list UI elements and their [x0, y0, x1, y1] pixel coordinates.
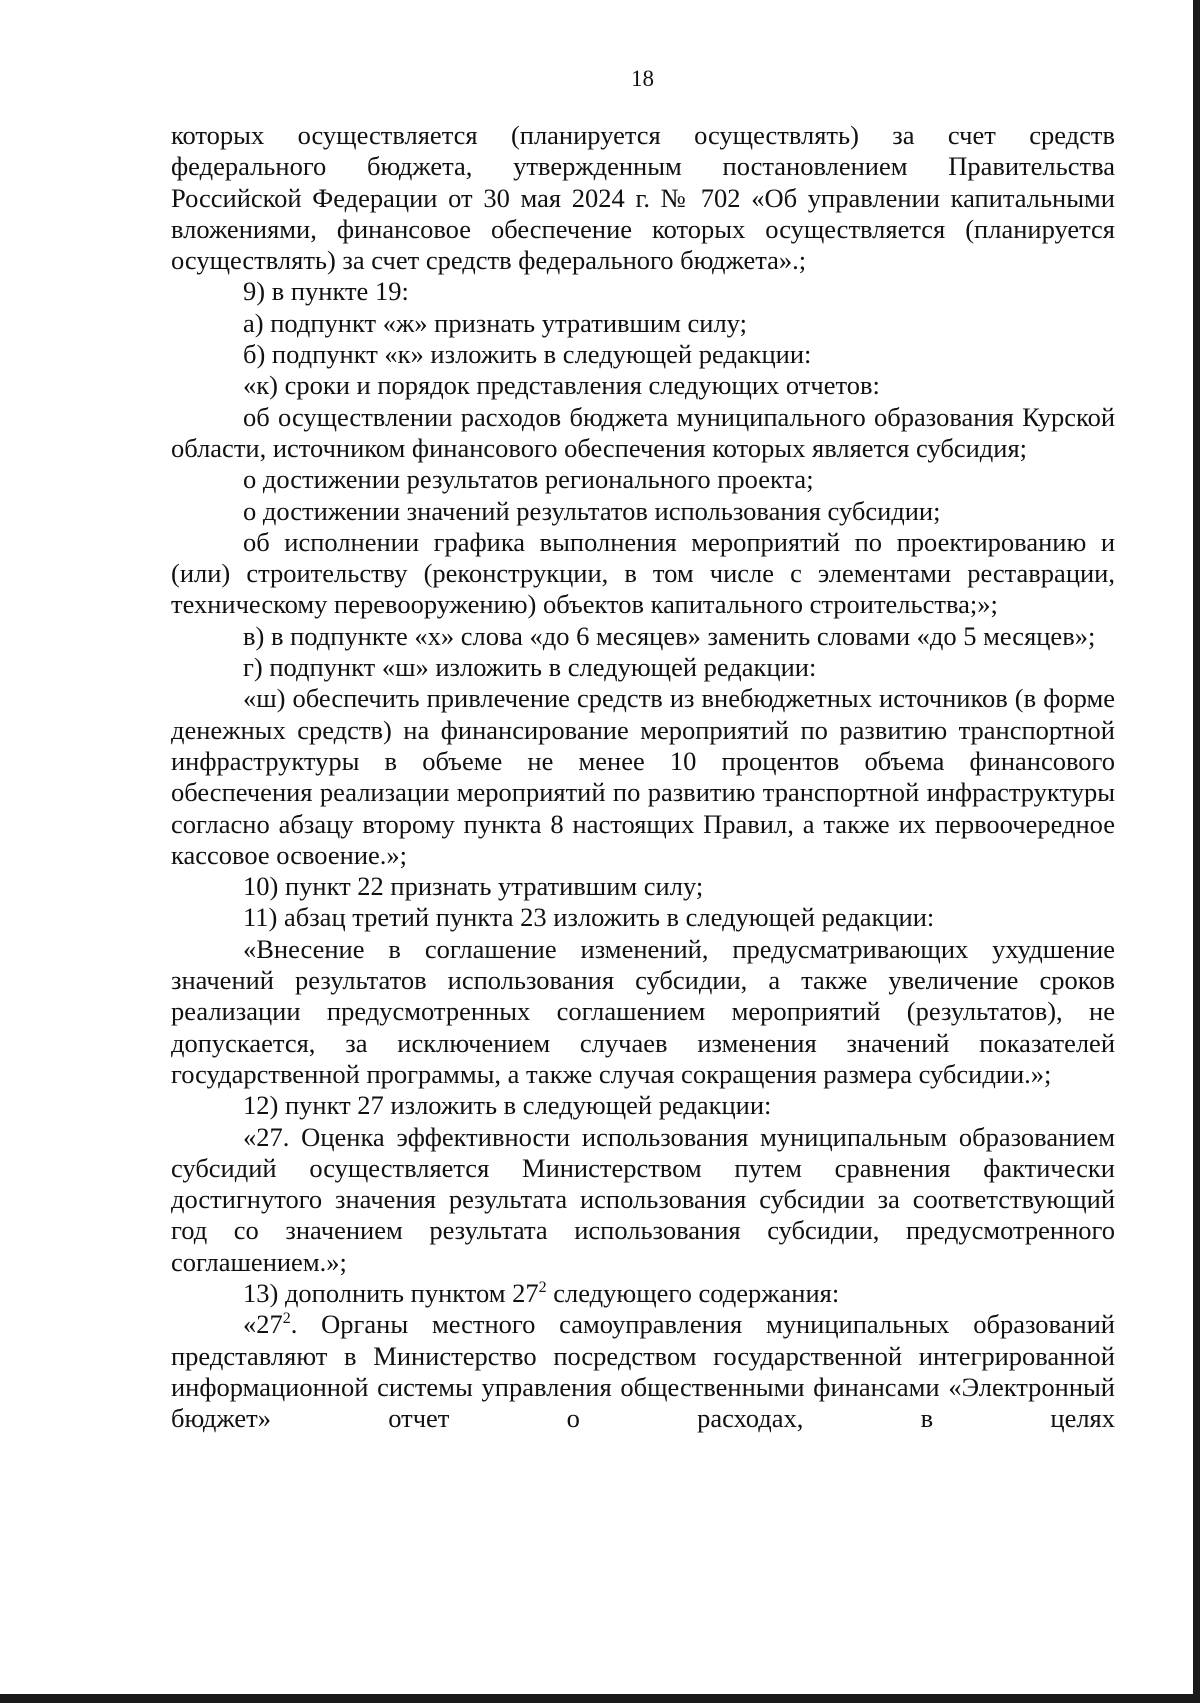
paragraph-subitem-k: «к) сроки и порядок представления следующих отчетов: — [243, 370, 880, 401]
page-number: 18 — [631, 66, 654, 91]
paragraph-report-subsidy-results: о достижении значений результатов использования субсидии; — [243, 495, 941, 526]
paragraph-item-13-text-end: следующего содержания: — [546, 1277, 840, 1308]
paragraph-item-11: 11) абзац третий пункта 23 изложить в следующей редакции: — [243, 902, 935, 933]
paragraph-item-13 — [171, 1278, 1115, 1309]
paragraph-report-expenses: об осуществлении расходов бюджета муниципального образования Курской области, источником финансового обеспечения которых является субсидия; — [171, 401, 1115, 463]
paragraph-item-9a: а) подпункт «ж» признать утратившим силу; — [243, 307, 747, 338]
paragraph-item-9g: г) подпункт «ш» изложить в следующей редакции: — [243, 652, 817, 683]
paragraph-point-27-2-start: «27 — [243, 1309, 283, 1340]
paragraph-report-regional-project: о достижении результатов регионального проекта; — [243, 464, 814, 495]
paragraph-point-27-2 — [171, 1309, 1115, 1434]
paragraph-continuation: которых осуществляется (планируется осуществлять) за счет средств федерального бюджета, утвержденным постановлением Правительства Российской Федерации от 30 мая 2024 г. № 702 «Об управлении капитальными вложениями, финансовое обеспечение которых осуществляется (планируется осуществлять) за счет средств федерального бюджета».; — [171, 120, 1115, 276]
superscript: 2 — [538, 1278, 547, 1296]
paragraph-item-12: 12) пункт 27 изложить в следующей редакции: — [243, 1090, 772, 1121]
paragraph-subitem-sh: «ш) обеспечить привлечение средств из внебюджетных источников (в форме денежных средств) на финансирование мероприятий по развитию транспортной инфраструктуры в объеме не менее 10 процентов объема финансового обеспечения реализации мероприятий по развитию транспортной инфраструктуры согласно абзацу второму пункта 8 настоящих Правил, а также их первоочередное кассовое освоение.»; — [171, 683, 1115, 870]
document-body — [171, 120, 1115, 1434]
paragraph-point-27: «27. Оценка эффективности использования муниципальным образованием субсидий осуществляется Министерством путем сравнения фактически достигнутого значения результата использования субсидии за соответствующий год со значением результата использования субсидии, предусмотренного соглашением.»; — [171, 1121, 1115, 1277]
paragraph-agreement-changes: «Внесение в соглашение изменений, предусматривающих ухудшение значений результатов использования субсидии, а также увеличение сроков реализации предусмотренных соглашением мероприятий (результатов), не допускается, за исключением случаев изменения значений показателей государственной программы, а также случая сокращения размера субсидии.»; — [171, 933, 1115, 1089]
paragraph-report-schedule: об исполнении графика выполнения мероприятий по проектированию и (или) строительству (реконструкции, в том числе с элементами реставрации, техническому перевооружению) объектов капитального строительства;»; — [171, 526, 1115, 620]
paragraph-item-13-text: 13) дополнить пунктом 27 — [243, 1277, 539, 1308]
paragraph-point-27-2-text: . Органы местного самоуправления муниципальных образований представляют в Министерство посредством государственной интегрированной информационной системы управления общественными финансами «Электронный бюджет» отчет о расходах, в целях — [171, 1309, 1115, 1434]
paragraph-item-9v: в) в подпункте «х» слова «до 6 месяцев» заменить словами «до 5 месяцев»; — [243, 620, 1096, 651]
scan-edge-bottom — [0, 1694, 1200, 1703]
paragraph-item-9: 9) в пункте 19: — [243, 276, 409, 307]
paragraph-item-10: 10) пункт 22 признать утратившим силу; — [243, 871, 704, 902]
scan-edge-right — [1193, 0, 1200, 1703]
superscript: 2 — [282, 1310, 291, 1328]
paragraph-item-9b: б) подпункт «к» изложить в следующей редакции: — [243, 339, 812, 370]
